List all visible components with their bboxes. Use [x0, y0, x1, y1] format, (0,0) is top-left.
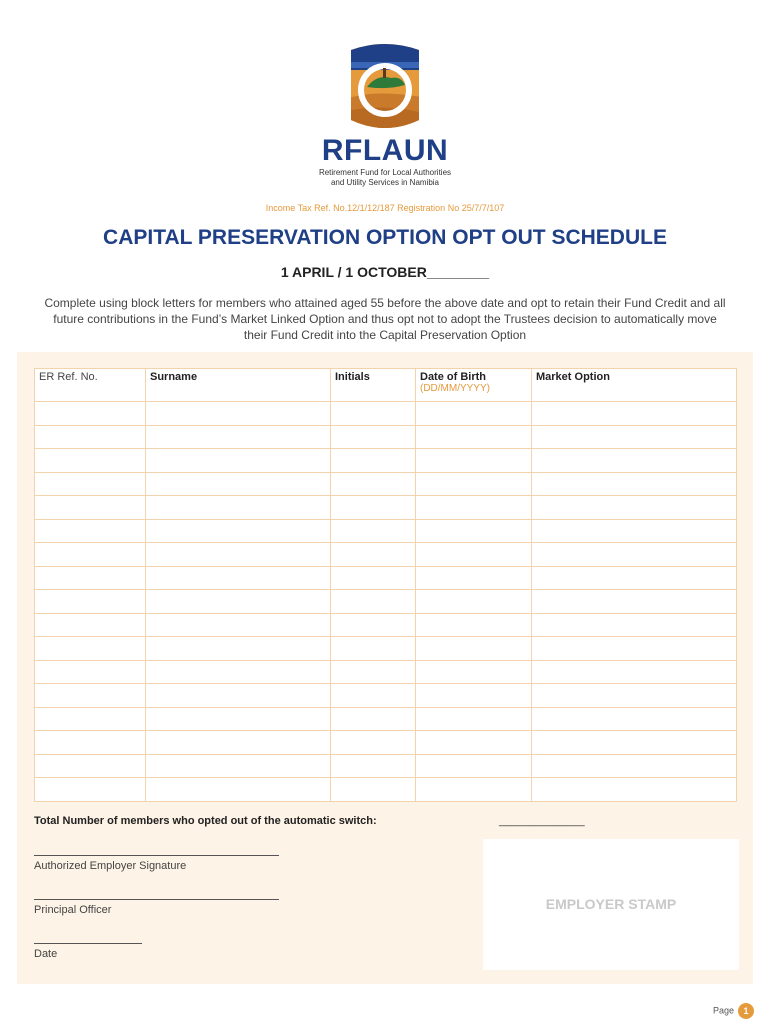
table-cell[interactable] — [532, 684, 737, 708]
employer-signature-label: Authorized Employer Signature — [34, 860, 187, 872]
table-cell[interactable] — [532, 660, 737, 684]
org-subtitle — [0, 168, 770, 188]
table-cell[interactable] — [146, 566, 331, 590]
table-cell[interactable] — [35, 543, 146, 567]
table-cell[interactable] — [416, 449, 532, 473]
principal-officer-block — [34, 887, 279, 916]
table-cell[interactable] — [35, 707, 146, 731]
table-cell[interactable] — [532, 637, 737, 661]
org-name: RFLAUN — [321, 134, 449, 167]
rflaun-shield-logo-icon — [343, 40, 427, 134]
table-cell[interactable] — [331, 496, 416, 520]
col-initials-label: Initials — [335, 371, 370, 383]
table-cell[interactable] — [532, 566, 737, 590]
table-cell[interactable] — [416, 613, 532, 637]
table-cell[interactable] — [416, 425, 532, 449]
table-cell[interactable] — [416, 543, 532, 567]
table-cell[interactable] — [416, 519, 532, 543]
employer-stamp-box — [483, 839, 739, 970]
table-row — [35, 660, 737, 684]
employer-signature-block — [34, 843, 279, 872]
table-cell[interactable] — [331, 637, 416, 661]
table-cell[interactable] — [331, 707, 416, 731]
col-initials — [331, 369, 416, 402]
table-cell[interactable] — [35, 566, 146, 590]
table-cell[interactable] — [35, 731, 146, 755]
table-cell[interactable] — [146, 590, 331, 614]
table-row — [35, 684, 737, 708]
table-cell[interactable] — [331, 566, 416, 590]
table-cell[interactable] — [146, 402, 331, 426]
logo — [0, 40, 770, 134]
table-cell[interactable] — [532, 731, 737, 755]
col-market-option-label: Market Option — [536, 371, 610, 383]
date-block — [34, 931, 142, 960]
page-indicator — [713, 1003, 754, 1019]
principal-officer-label: Principal Officer — [34, 904, 112, 916]
table-cell[interactable] — [35, 519, 146, 543]
employer-signature-line[interactable] — [34, 843, 279, 856]
table-cell[interactable] — [532, 425, 737, 449]
table-cell[interactable] — [416, 731, 532, 755]
table-cell[interactable] — [35, 402, 146, 426]
members-table — [34, 368, 737, 802]
table-cell[interactable] — [146, 472, 331, 496]
table-row — [35, 472, 737, 496]
table-cell[interactable] — [146, 519, 331, 543]
col-er-ref-label: ER Ref. No. — [39, 371, 98, 383]
table-cell[interactable] — [146, 731, 331, 755]
table-row — [35, 754, 737, 778]
table-row — [35, 519, 737, 543]
page-label: Page — [712, 1005, 734, 1016]
org-subtitle-line-2: and Utility Services in Namibia — [330, 178, 440, 187]
table-cell[interactable] — [331, 590, 416, 614]
total-members-label: Total Number of members who opted out of the automatic switch: — [34, 815, 377, 827]
table-cell[interactable] — [35, 637, 146, 661]
table-row — [35, 566, 737, 590]
table-row — [35, 496, 737, 520]
table-cell[interactable] — [416, 590, 532, 614]
table-row — [35, 402, 737, 426]
schedule-dates: 1 APRIL / 1 OCTOBER________ — [280, 264, 490, 280]
table-cell[interactable] — [532, 472, 737, 496]
col-surname — [146, 369, 331, 402]
col-surname-label: Surname — [150, 371, 198, 383]
table-row — [35, 425, 737, 449]
table-cell[interactable] — [416, 637, 532, 661]
table-cell[interactable] — [532, 590, 737, 614]
tax-reference: Income Tax Ref. No.12/1/12/187 Registration No 25/7/7/107 — [265, 203, 505, 213]
table-cell[interactable] — [331, 472, 416, 496]
table-cell[interactable] — [146, 425, 331, 449]
table-cell[interactable] — [416, 402, 532, 426]
table-cell[interactable] — [331, 613, 416, 637]
table-cell[interactable] — [146, 637, 331, 661]
table-row — [35, 543, 737, 567]
table-cell[interactable] — [331, 449, 416, 473]
table-cell[interactable] — [532, 496, 737, 520]
table-cell[interactable] — [331, 754, 416, 778]
table-cell[interactable] — [416, 754, 532, 778]
table-cell[interactable] — [416, 566, 532, 590]
table-cell[interactable] — [416, 778, 532, 802]
col-er-ref — [35, 369, 146, 402]
col-date-of-birth — [416, 369, 532, 402]
table-cell[interactable] — [146, 496, 331, 520]
table-row — [35, 613, 737, 637]
table-cell[interactable] — [146, 707, 331, 731]
table-cell[interactable] — [331, 402, 416, 426]
table-cell[interactable] — [331, 731, 416, 755]
instructions: Complete using block letters for members who attained aged 55 before the above date and opt to retain their Fund Credit and all future contributions in the Fund’s Market Linked Option and thus opt not to adopt the Trustees decision to automatically move their Fund Credit into the Capital Preservation Option — [44, 296, 726, 342]
table-cell[interactable] — [146, 754, 331, 778]
table-cell[interactable] — [532, 707, 737, 731]
table-header-row — [35, 369, 737, 402]
table-cell[interactable] — [532, 519, 737, 543]
table-cell[interactable] — [532, 778, 737, 802]
table-row — [35, 731, 737, 755]
table-cell[interactable] — [35, 660, 146, 684]
table-row — [35, 707, 737, 731]
table-cell[interactable] — [35, 425, 146, 449]
table-row — [35, 449, 737, 473]
table-cell[interactable] — [35, 613, 146, 637]
table-cell[interactable] — [146, 449, 331, 473]
table-cell[interactable] — [532, 754, 737, 778]
table-cell[interactable] — [416, 684, 532, 708]
table-cell[interactable] — [331, 543, 416, 567]
col-dob-label: Date of Birth — [420, 371, 486, 383]
table-cell[interactable] — [331, 684, 416, 708]
org-subtitle-line-1: Retirement Fund for Local Authorities — [318, 168, 452, 177]
table-row — [35, 590, 737, 614]
table-cell[interactable] — [532, 449, 737, 473]
table-cell[interactable] — [416, 707, 532, 731]
table-row — [35, 778, 737, 802]
table-cell[interactable] — [331, 519, 416, 543]
date-label: Date — [34, 948, 58, 960]
table-cell[interactable] — [146, 660, 331, 684]
table-cell[interactable] — [35, 472, 146, 496]
table-cell[interactable] — [146, 684, 331, 708]
table-cell[interactable] — [146, 613, 331, 637]
table-cell[interactable] — [416, 660, 532, 684]
table-cell[interactable] — [331, 660, 416, 684]
table-cell[interactable] — [35, 449, 146, 473]
table-cell[interactable] — [532, 402, 737, 426]
page-number-badge: 1 — [738, 1003, 754, 1019]
principal-officer-line[interactable] — [34, 887, 279, 900]
table-cell[interactable] — [35, 778, 146, 802]
table-cell[interactable] — [416, 472, 532, 496]
col-market-option — [532, 369, 737, 402]
date-line[interactable] — [34, 931, 142, 944]
table-cell[interactable] — [35, 590, 146, 614]
col-dob-hint: (DD/MM/YYYY) — [420, 383, 490, 394]
table-cell[interactable] — [35, 496, 146, 520]
total-members-field[interactable]: ______________ — [499, 815, 585, 827]
page-title: CAPITAL PRESERVATION OPTION OPT OUT SCHEDULE — [103, 226, 667, 249]
table-cell[interactable] — [331, 425, 416, 449]
table-cell[interactable] — [35, 684, 146, 708]
table-cell[interactable] — [532, 543, 737, 567]
table-cell[interactable] — [331, 778, 416, 802]
table-cell[interactable] — [146, 778, 331, 802]
table-cell[interactable] — [146, 543, 331, 567]
employer-stamp-label: EMPLOYER STAMP — [545, 896, 677, 912]
table-cell[interactable] — [35, 754, 146, 778]
table-cell[interactable] — [416, 496, 532, 520]
table-row — [35, 637, 737, 661]
table-cell[interactable] — [532, 613, 737, 637]
